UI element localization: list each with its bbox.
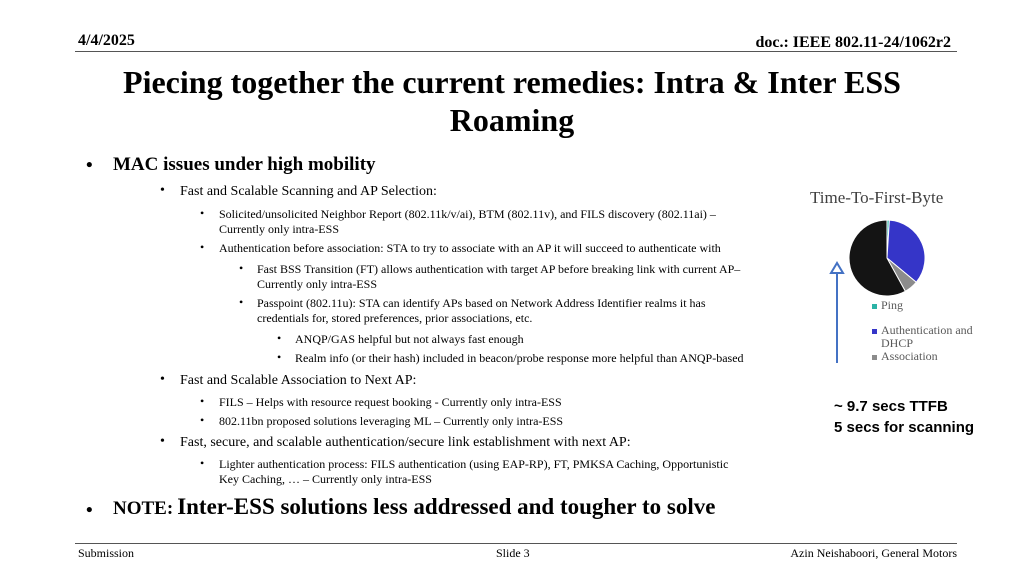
header-rule <box>75 51 957 52</box>
bullet-neighbor-report-line-2: Currently only intra-ESS <box>219 222 339 236</box>
bullet-dot: • <box>200 456 205 470</box>
bullet-dot: • <box>200 394 205 408</box>
pie-slices <box>849 220 925 296</box>
bullet-ft-line-2: Currently only intra-ESS <box>257 277 377 291</box>
footer-submission: Submission <box>78 546 135 560</box>
bullet-dot: • <box>160 183 165 198</box>
bullet-ft-line-1: Fast BSS Transition (FT) allows authentication with target AP before breaking link with current AP– <box>257 262 741 276</box>
bullet-dot: • <box>277 331 282 345</box>
bullet-lighter-auth-line-1: Lighter authentication process: FILS authentication (using EAP-RP), FT, PMKSA Caching, Opportunistic <box>219 457 729 471</box>
note-text: Inter-ESS solutions less addressed and tougher to solve <box>177 494 716 519</box>
bullet-dot: • <box>160 372 165 387</box>
footer-author: Azin Neishaboori, General Motors <box>790 546 957 560</box>
bullet-neighbor-report-line-1: Solicited/unsolicited Neighbor Report (802.11k/v/ai), BTM (802.11v), and FILS discovery (802.11ai) – <box>219 207 716 221</box>
footer-rule <box>75 543 957 544</box>
bullet-mac-issues: MAC issues under high mobility <box>113 154 376 175</box>
slide-title <box>40 63 984 139</box>
bullet-fils: FILS – Helps with resource request booking - Currently only intra-ESS <box>219 395 562 409</box>
legend-item-auth-dhcp: Authentication and DHCP <box>872 324 992 350</box>
bullet-association: Fast and Scalable Association to Next AP: <box>180 373 417 388</box>
legend-item-association: Association <box>872 350 992 363</box>
bullet-realm-info: Realm info (or their hash) included in beacon/probe response more helpful than ANQP-based <box>295 351 744 365</box>
bullet-passpoint-line-1: Passpoint (802.11u): STA can identify APs based on Network Address Identifier realms it has <box>257 296 706 310</box>
legend-item-ping: Ping <box>872 299 992 312</box>
arrow-head <box>831 263 843 273</box>
bullet-scanning: Fast and Scalable Scanning and AP Selection: <box>180 184 437 199</box>
bullet-dot: • <box>239 295 244 309</box>
bullet-802-11bn: 802.11bn proposed solutions leveraging ML – Currently only intra-ESS <box>219 414 564 428</box>
ttfb-total: ~ 9.7 secs TTFB <box>834 398 948 415</box>
bullet-dot: • <box>277 350 282 364</box>
legend-swatch <box>872 304 877 309</box>
legend-swatch <box>872 329 877 334</box>
bullet-dot: • <box>200 240 205 254</box>
bullet-passpoint-line-2: credentials for, stored preferences, prior associations, etc. <box>257 311 533 325</box>
footer-slide-number: Slide 3 <box>496 546 530 560</box>
legend-swatch <box>872 355 877 360</box>
bullet-auth-before-assoc: Authentication before association: STA to try to associate with an AP it will succeed to authenticate with <box>219 241 721 255</box>
note-label: NOTE: <box>113 498 174 519</box>
chart-legend <box>872 299 992 363</box>
bullet-secure-auth: Fast, secure, and scalable authentication/secure link establishment with next AP: <box>180 435 631 450</box>
header-doc-id: doc.: IEEE 802.11-24/1062r2 <box>755 34 951 51</box>
bullet-dot: • <box>239 261 244 275</box>
chart-title: Time-To-First-Byte <box>810 188 944 207</box>
bullet-lighter-auth-line-2: Key Caching, … – Currently only intra-ESS <box>219 472 432 486</box>
bullet-dot: • <box>200 206 205 220</box>
bullet-dot: • <box>86 155 93 176</box>
bullet-dot: • <box>200 413 205 427</box>
bullet-dot: • <box>160 434 165 449</box>
slide-title-line-2: Roaming <box>449 102 575 138</box>
header-date: 4/4/2025 <box>78 32 135 49</box>
bullet-note <box>113 494 715 520</box>
ttfb-scanning: 5 secs for scanning <box>834 419 975 436</box>
ttfb-callout <box>834 396 974 438</box>
bullet-dot: • <box>86 500 93 521</box>
bullet-anqp: ANQP/GAS helpful but not always fast enough <box>295 332 524 346</box>
slide-title-line-1: Piecing together the current remedies: Intra & Inter ESS <box>123 64 901 100</box>
